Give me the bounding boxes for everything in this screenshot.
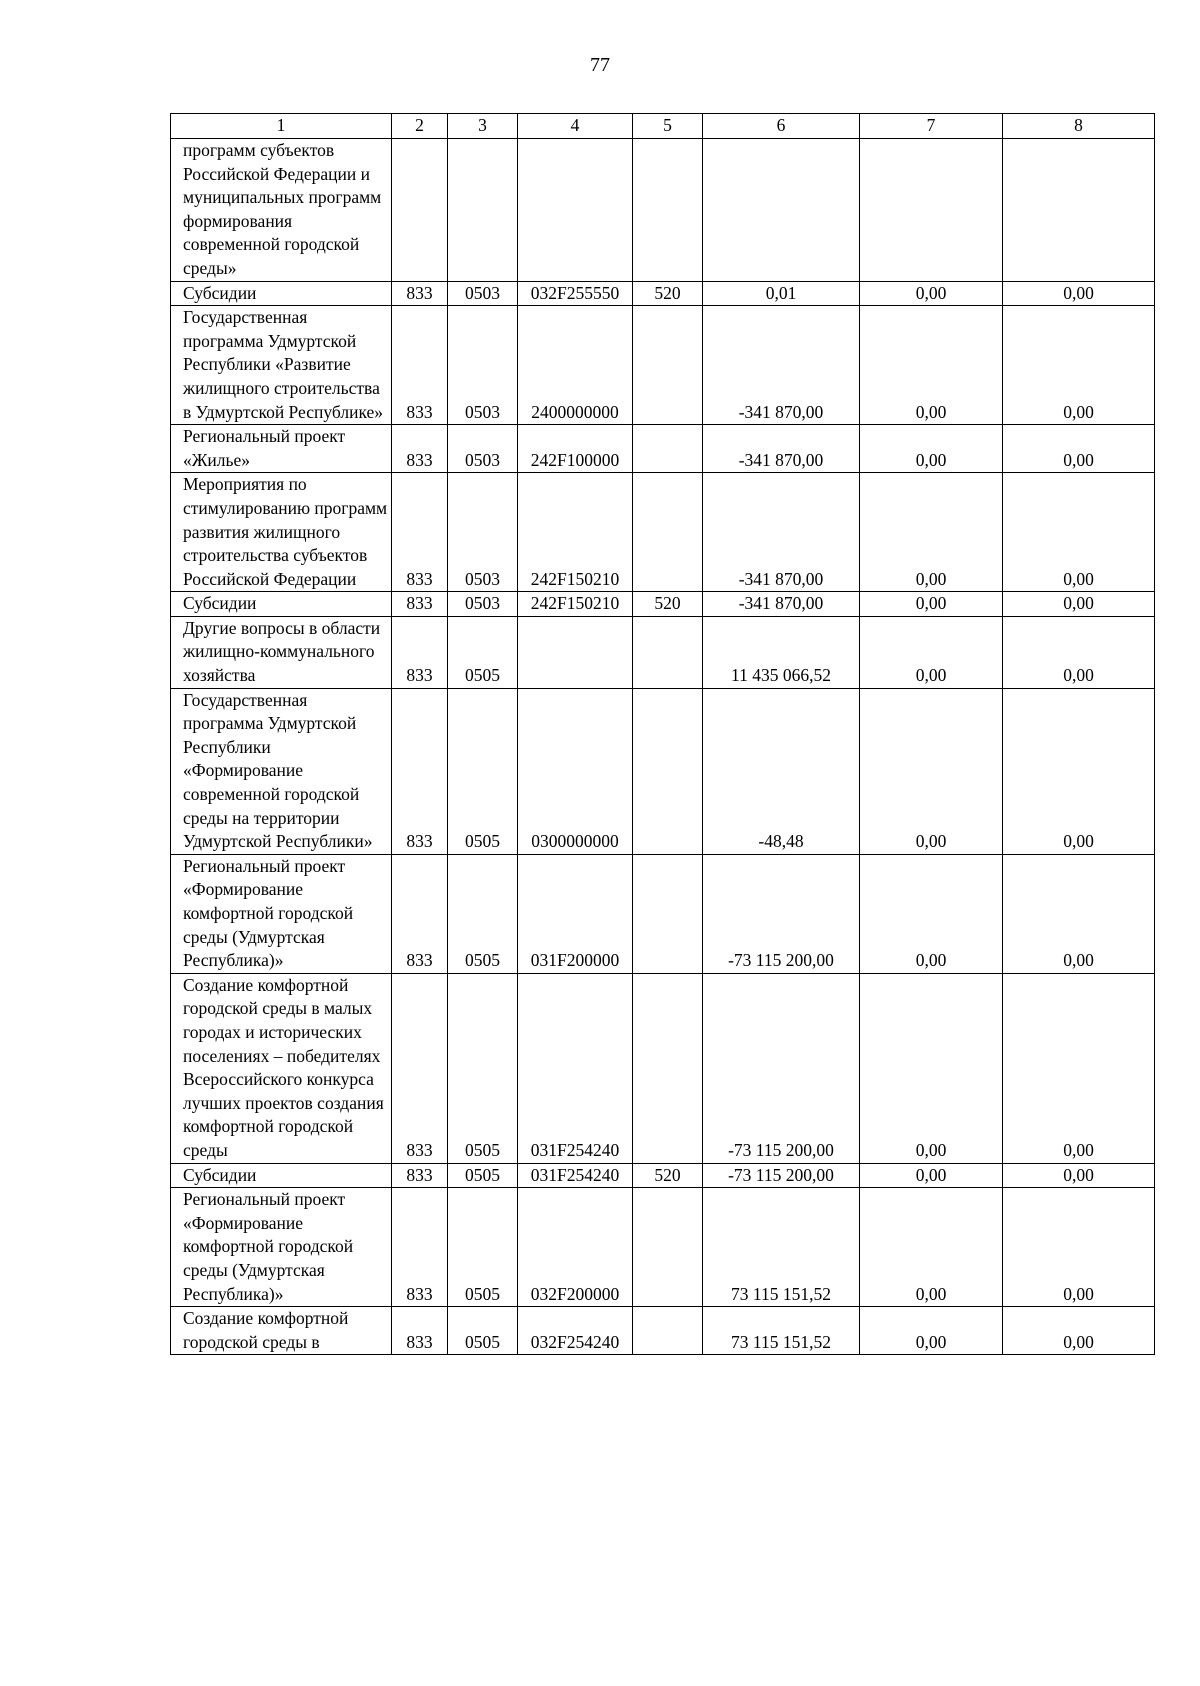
table-row bbox=[171, 1188, 1155, 1307]
header-row bbox=[171, 114, 1155, 139]
row-value-col7: 0,00 bbox=[860, 306, 1003, 425]
row-target-code: 031F200000 bbox=[518, 854, 633, 973]
row-value-col7: 0,00 bbox=[860, 281, 1003, 306]
row-kind-code bbox=[633, 473, 703, 592]
row-target-code: 242F150210 bbox=[518, 592, 633, 617]
row-name: Государственная программа Удмуртской Республики «Формирование современной городской среды на территории Удмуртской Республики» bbox=[171, 688, 392, 854]
table-row bbox=[171, 973, 1155, 1163]
row-admin-code: 833 bbox=[392, 592, 448, 617]
row-target-code: 032F200000 bbox=[518, 1188, 633, 1307]
row-name: Мероприятия по стимулированию программ развития жилищного строительства субъектов Российской Федерации bbox=[171, 473, 392, 592]
row-value-col8: 0,00 bbox=[1003, 281, 1155, 306]
row-value-col6: 11 435 066,52 bbox=[703, 616, 860, 688]
table-row bbox=[171, 473, 1155, 592]
row-admin-code: 833 bbox=[392, 688, 448, 854]
row-value-col7: 0,00 bbox=[860, 616, 1003, 688]
header-col-8: 8 bbox=[1003, 114, 1155, 139]
row-value-col8: 0,00 bbox=[1003, 1307, 1155, 1355]
row-admin-code: 833 bbox=[392, 1307, 448, 1355]
row-value-col7: 0,00 bbox=[860, 425, 1003, 473]
row-section-code: 0503 bbox=[448, 425, 518, 473]
header-col-4: 4 bbox=[518, 114, 633, 139]
row-name: Субсидии bbox=[171, 281, 392, 306]
row-name: Государственная программа Удмуртской Республики «Развитие жилищного строительства в Удмуртской Республике» bbox=[171, 306, 392, 425]
row-kind-code bbox=[633, 425, 703, 473]
row-section-code: 0505 bbox=[448, 1163, 518, 1188]
row-name: программ субъектов Российской Федерации и муниципальных программ формирования современной городской среды» bbox=[171, 139, 392, 282]
header-col-2: 2 bbox=[392, 114, 448, 139]
row-value-col8: 0,00 bbox=[1003, 688, 1155, 854]
row-value-col6: -341 870,00 bbox=[703, 425, 860, 473]
row-value-col6: -341 870,00 bbox=[703, 306, 860, 425]
row-value-col8: 0,00 bbox=[1003, 854, 1155, 973]
row-value-col8: 0,00 bbox=[1003, 1163, 1155, 1188]
row-target-code: 242F150210 bbox=[518, 473, 633, 592]
row-name: Региональный проект «Формирование комфортной городской среды (Удмуртская Республика)» bbox=[171, 854, 392, 973]
row-admin-code: 833 bbox=[392, 854, 448, 973]
row-value-col6 bbox=[703, 139, 860, 282]
row-kind-code bbox=[633, 306, 703, 425]
row-value-col6: -48,48 bbox=[703, 688, 860, 854]
table-row bbox=[171, 139, 1155, 282]
row-value-col7: 0,00 bbox=[860, 973, 1003, 1163]
row-value-col8: 0,00 bbox=[1003, 616, 1155, 688]
row-admin-code bbox=[392, 139, 448, 282]
row-value-col8: 0,00 bbox=[1003, 473, 1155, 592]
row-section-code: 0505 bbox=[448, 1188, 518, 1307]
row-target-code: 032F254240 bbox=[518, 1307, 633, 1355]
header-col-5: 5 bbox=[633, 114, 703, 139]
row-kind-code: 520 bbox=[633, 1163, 703, 1188]
row-section-code bbox=[448, 139, 518, 282]
table-row bbox=[171, 306, 1155, 425]
row-name: Создание комфортной городской среды в малых городах и исторических поселениях – победителях Всероссийского конкурса лучших проектов создания комфортной городской среды bbox=[171, 973, 392, 1163]
row-name: Другие вопросы в области жилищно-коммунального хозяйства bbox=[171, 616, 392, 688]
row-value-col7: 0,00 bbox=[860, 473, 1003, 592]
row-value-col8: 0,00 bbox=[1003, 1188, 1155, 1307]
page-number: 77 bbox=[590, 54, 610, 76]
row-value-col6: -73 115 200,00 bbox=[703, 1163, 860, 1188]
row-name: Региональный проект «Жилье» bbox=[171, 425, 392, 473]
row-section-code: 0503 bbox=[448, 306, 518, 425]
row-kind-code bbox=[633, 616, 703, 688]
row-value-col7: 0,00 bbox=[860, 1163, 1003, 1188]
row-name: Создание комфортной городской среды в bbox=[171, 1307, 392, 1355]
row-target-code: 031F254240 bbox=[518, 973, 633, 1163]
header-col-3: 3 bbox=[448, 114, 518, 139]
table-row bbox=[171, 425, 1155, 473]
table-row bbox=[171, 1163, 1155, 1188]
row-section-code: 0503 bbox=[448, 592, 518, 617]
row-kind-code: 520 bbox=[633, 592, 703, 617]
row-target-code bbox=[518, 139, 633, 282]
row-admin-code: 833 bbox=[392, 1163, 448, 1188]
budget-table bbox=[170, 113, 1155, 1355]
row-admin-code: 833 bbox=[392, 306, 448, 425]
row-kind-code bbox=[633, 1307, 703, 1355]
row-admin-code: 833 bbox=[392, 281, 448, 306]
row-value-col8 bbox=[1003, 139, 1155, 282]
table-row bbox=[171, 688, 1155, 854]
row-target-code: 0300000000 bbox=[518, 688, 633, 854]
row-section-code: 0505 bbox=[448, 1307, 518, 1355]
row-admin-code: 833 bbox=[392, 616, 448, 688]
row-value-col6: 73 115 151,52 bbox=[703, 1188, 860, 1307]
row-section-code: 0503 bbox=[448, 473, 518, 592]
row-name: Региональный проект «Формирование комфортной городской среды (Удмуртская Республика)» bbox=[171, 1188, 392, 1307]
row-kind-code bbox=[633, 139, 703, 282]
row-target-code: 2400000000 bbox=[518, 306, 633, 425]
header-col-1: 1 bbox=[171, 114, 392, 139]
table-row bbox=[171, 1307, 1155, 1355]
row-target-code: 242F100000 bbox=[518, 425, 633, 473]
row-value-col6: 0,01 bbox=[703, 281, 860, 306]
row-name: Субсидии bbox=[171, 1163, 392, 1188]
row-kind-code bbox=[633, 1188, 703, 1307]
row-target-code: 032F255550 bbox=[518, 281, 633, 306]
row-admin-code: 833 bbox=[392, 425, 448, 473]
row-value-col7: 0,00 bbox=[860, 854, 1003, 973]
table-row bbox=[171, 854, 1155, 973]
row-value-col6: -73 115 200,00 bbox=[703, 973, 860, 1163]
row-kind-code bbox=[633, 688, 703, 854]
row-section-code: 0505 bbox=[448, 688, 518, 854]
row-section-code: 0505 bbox=[448, 973, 518, 1163]
table-row bbox=[171, 616, 1155, 688]
row-value-col7: 0,00 bbox=[860, 1188, 1003, 1307]
row-value-col7: 0,00 bbox=[860, 688, 1003, 854]
row-value-col6: -341 870,00 bbox=[703, 473, 860, 592]
row-value-col6: -341 870,00 bbox=[703, 592, 860, 617]
row-value-col8: 0,00 bbox=[1003, 425, 1155, 473]
row-kind-code bbox=[633, 854, 703, 973]
row-admin-code: 833 bbox=[392, 973, 448, 1163]
header-col-6: 6 bbox=[703, 114, 860, 139]
row-kind-code bbox=[633, 973, 703, 1163]
row-value-col8: 0,00 bbox=[1003, 592, 1155, 617]
row-kind-code: 520 bbox=[633, 281, 703, 306]
row-target-code: 031F254240 bbox=[518, 1163, 633, 1188]
table-row bbox=[171, 281, 1155, 306]
row-section-code: 0505 bbox=[448, 616, 518, 688]
row-section-code: 0505 bbox=[448, 854, 518, 973]
table-row bbox=[171, 592, 1155, 617]
row-value-col8: 0,00 bbox=[1003, 306, 1155, 425]
row-value-col6: -73 115 200,00 bbox=[703, 854, 860, 973]
row-value-col7 bbox=[860, 139, 1003, 282]
row-section-code: 0503 bbox=[448, 281, 518, 306]
row-target-code bbox=[518, 616, 633, 688]
row-value-col7: 0,00 bbox=[860, 592, 1003, 617]
header-col-7: 7 bbox=[860, 114, 1003, 139]
row-value-col8: 0,00 bbox=[1003, 973, 1155, 1163]
row-admin-code: 833 bbox=[392, 473, 448, 592]
row-value-col7: 0,00 bbox=[860, 1307, 1003, 1355]
row-admin-code: 833 bbox=[392, 1188, 448, 1307]
row-name: Субсидии bbox=[171, 592, 392, 617]
row-value-col6: 73 115 151,52 bbox=[703, 1307, 860, 1355]
